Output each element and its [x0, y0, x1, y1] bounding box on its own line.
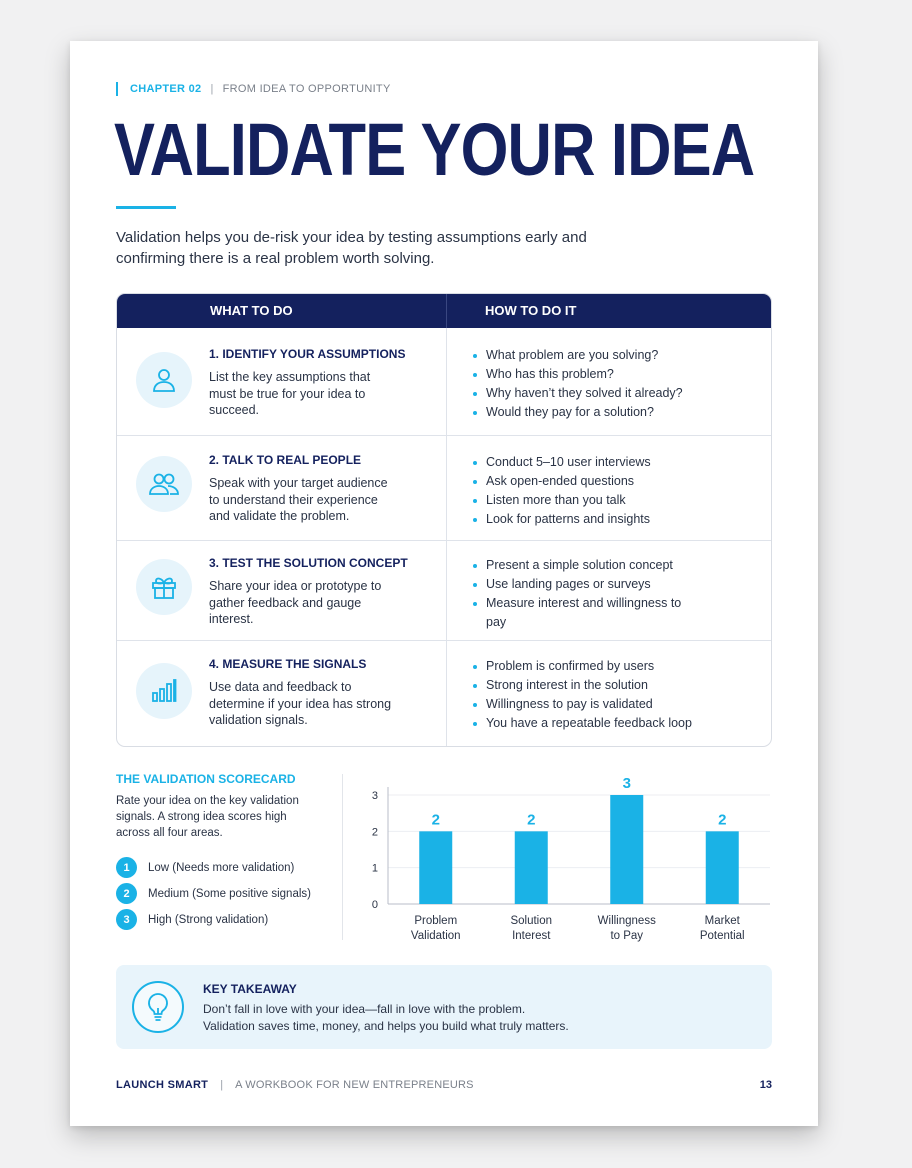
- scorecard-chart: [350, 773, 780, 951]
- section-label: FROM IDEA TO OPPORTUNITY: [222, 83, 391, 95]
- x-tick-label: to Pay: [610, 930, 644, 942]
- list-item: Willingness to pay is validated: [471, 695, 701, 714]
- table-row: [117, 435, 771, 540]
- column-header-what: WHAT TO DO: [117, 294, 447, 328]
- chart-bar: [419, 831, 452, 904]
- chapter-label: CHAPTER 02: [130, 83, 202, 95]
- title-underline: [116, 206, 176, 209]
- data-label: 2: [718, 811, 727, 829]
- list-item: Why haven’t they solved it already?: [471, 384, 701, 403]
- data-label: 2: [431, 811, 440, 829]
- takeaway-text: [203, 1001, 569, 1035]
- y-tick-label: 2: [371, 826, 378, 839]
- gift-icon: [136, 559, 192, 615]
- y-tick-label: 0: [371, 899, 378, 911]
- list-item: Use landing pages or surveys: [471, 575, 701, 594]
- how-to-list: [471, 453, 701, 529]
- takeaway-line: Validation saves time, money, and helps you build what truly matters.: [203, 1019, 569, 1033]
- data-label: 2: [527, 811, 536, 829]
- validation-steps-table: [116, 293, 772, 747]
- y-tick-label: 1: [371, 862, 378, 875]
- x-tick-label: Problem: [414, 915, 458, 927]
- step-title: 1. IDENTIFY YOUR ASSUMPTIONS: [209, 347, 406, 361]
- list-item: Present a simple solution concept: [471, 556, 701, 575]
- list-item: Would they pay for a solution?: [471, 403, 701, 422]
- workbook-page: [70, 41, 818, 1126]
- table-header: [117, 294, 771, 328]
- scorecard-divider: [342, 774, 343, 940]
- list-item: Conduct 5–10 user interviews: [471, 453, 701, 472]
- legend-number: 2: [116, 883, 137, 904]
- column-header-how: HOW TO DO IT: [485, 303, 577, 318]
- x-tick-label: Market: [704, 915, 740, 927]
- step-description: Use data and feedback to determine if your idea has strong validation signals.: [209, 680, 392, 727]
- chart-bar: [610, 795, 643, 904]
- list-item: Listen more than you talk: [471, 491, 701, 510]
- list-item: You have a repeatable feedback loop: [471, 714, 701, 733]
- step-title: 3. TEST THE SOLUTION CONCEPT: [209, 556, 408, 570]
- takeaway-title: KEY TAKEAWAY: [203, 982, 297, 996]
- table-row: [117, 328, 771, 435]
- step-description: Share your idea or prototype to gather feedback and gauge interest.: [209, 579, 382, 626]
- how-to-list: [471, 556, 701, 632]
- how-to-list: [471, 657, 701, 733]
- list-item: Strong interest in the solution: [471, 676, 701, 695]
- list-item: What problem are you solving?: [471, 346, 701, 365]
- page-footer: LAUNCH SMART | A WORKBOOK FOR NEW ENTREPRENEURS: [116, 1079, 474, 1091]
- legend-number: 3: [116, 909, 137, 930]
- legend-label: Low (Needs more validation): [148, 861, 295, 874]
- chart-bar: [515, 831, 548, 904]
- chart-bar: [706, 831, 739, 904]
- list-item: Look for patterns and insights: [471, 510, 701, 529]
- page-title: VALIDATE YOUR IDEA: [114, 108, 755, 191]
- data-label: 3: [622, 775, 631, 792]
- x-tick-label: Potential: [699, 930, 745, 942]
- legend-label: High (Strong validation): [148, 913, 269, 926]
- list-item: Ask open-ended questions: [471, 472, 701, 491]
- y-tick-label: 3: [371, 790, 378, 802]
- table-row: [117, 640, 771, 746]
- x-tick-label: Willingness: [597, 915, 656, 927]
- intro-text: Validation helps you de-risk your idea by testing assumptions early and confirming there is a real problem worth solving.: [116, 229, 587, 267]
- list-item: Measure interest and willingness to pay: [471, 594, 701, 632]
- x-tick-label: Interest: [512, 930, 551, 942]
- scorecard-description: Rate your idea on the key validation signals. A strong idea scores high across all four areas.: [116, 795, 299, 839]
- step-description: Speak with your target audience to understand their experience and validate the problem.: [209, 476, 388, 523]
- scorecard-title: THE VALIDATION SCORECARD: [116, 772, 296, 786]
- x-tick-label: Solution: [510, 915, 553, 927]
- step-description: List the key assumptions that must be true for your idea to succeed.: [209, 370, 371, 417]
- how-to-list: [471, 346, 701, 422]
- x-tick-label: Validation: [410, 930, 461, 942]
- legend-item: [116, 909, 268, 930]
- user-icon: [136, 352, 192, 408]
- legend-item: [116, 883, 311, 904]
- takeaway-line: Don’t fall in love with your idea—fall in love with the problem.: [203, 1002, 526, 1016]
- table-row: [117, 540, 771, 640]
- chapter-header: CHAPTER 02 | FROM IDEA TO OPPORTUNITY: [116, 82, 391, 96]
- users-icon: [136, 456, 192, 512]
- legend-item: [116, 857, 294, 878]
- page-number: 13: [759, 1079, 772, 1091]
- list-item: Problem is confirmed by users: [471, 657, 701, 676]
- footer-brand: LAUNCH SMART: [116, 1079, 209, 1091]
- footer-subtitle: A WORKBOOK FOR NEW ENTREPRENEURS: [235, 1079, 474, 1091]
- step-title: 2. TALK TO REAL PEOPLE: [209, 453, 362, 467]
- legend-label: Medium (Some positive signals): [148, 887, 311, 900]
- list-item: Who has this problem?: [471, 365, 701, 384]
- legend-number: 1: [116, 857, 137, 878]
- key-takeaway-box: [116, 965, 772, 1049]
- bar-chart-icon: [136, 663, 192, 719]
- step-title: 4. MEASURE THE SIGNALS: [209, 657, 367, 671]
- lightbulb-icon: [132, 981, 184, 1033]
